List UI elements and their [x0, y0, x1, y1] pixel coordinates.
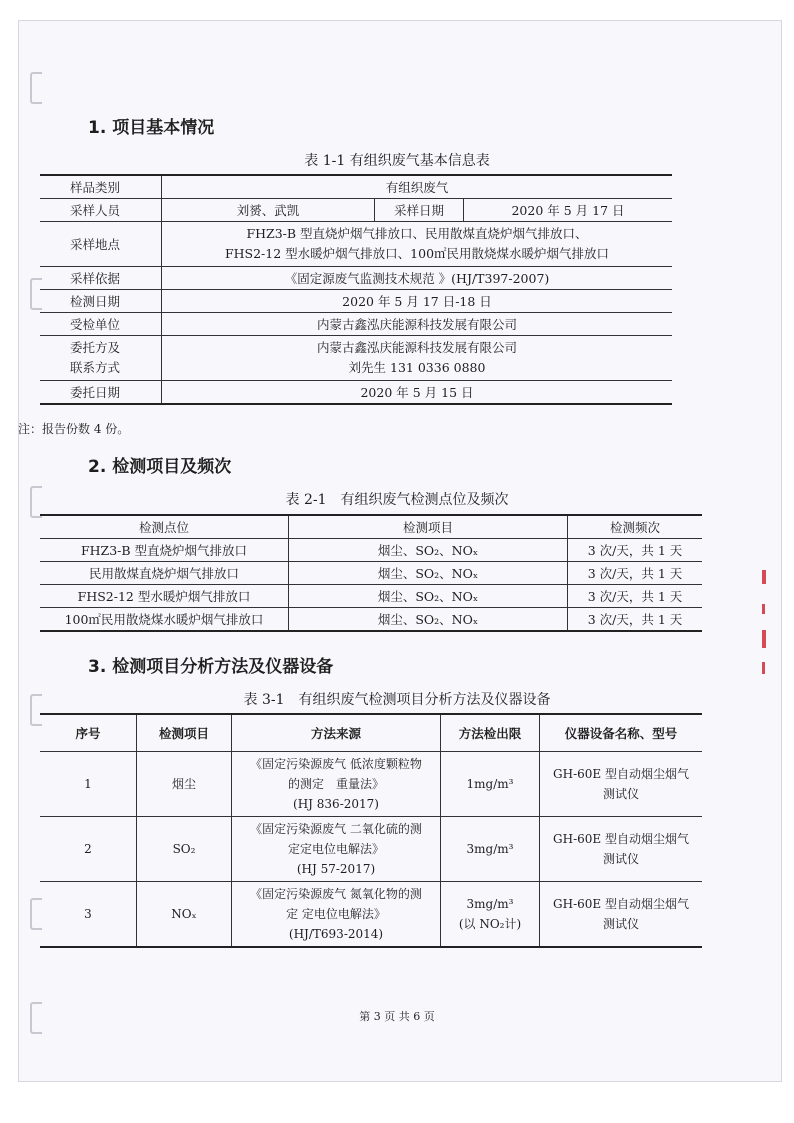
row-label: 采样地点 [40, 222, 162, 267]
table-row [40, 381, 672, 405]
table-row [40, 313, 672, 336]
method-line: 定定电位电解法》 [287, 842, 384, 856]
client-value [162, 336, 673, 381]
cell-frequency: 3 次/天，共 1 天 [568, 539, 703, 562]
cell-method [232, 882, 441, 948]
row-label: 样品类别 [40, 175, 162, 199]
sampling-date-value: 2020 年 5 月 17 日 [464, 199, 673, 222]
instrument-line: GH-60E 型自动烟尘烟气 [553, 832, 689, 846]
limit-value: 3mg/m³ [466, 897, 514, 911]
cell-items: 烟尘、SO₂、NOₓ [289, 608, 568, 632]
table-row [40, 336, 672, 381]
limit-note: (以 NO₂计) [458, 917, 522, 931]
instrument-line: GH-60E 型自动烟尘烟气 [553, 767, 689, 781]
section-title-3: 3. 检测项目分析方法及仪器设备 [88, 657, 334, 677]
table-header-row [40, 515, 702, 539]
instrument-line: 测试仪 [602, 852, 639, 866]
location-line: FHS2-12 型水暖炉烟气排放口、100㎡民用散烧煤水暖炉烟气排放口 [224, 246, 610, 261]
table2-caption: 表 2-1 有组织废气检测点位及频次 [285, 492, 509, 508]
location-value [162, 222, 673, 267]
cell-limit [441, 752, 540, 817]
cell-items: 烟尘、SO₂、NOₓ [289, 562, 568, 585]
test-points-table [40, 514, 702, 632]
method-line: 《固定污染源废气 氮氧化物的测 [250, 887, 422, 901]
table-row [40, 267, 672, 290]
inspected-unit-value: 内蒙古鑫泓庆能源科技发展有限公司 [162, 313, 673, 336]
instrument-line: GH-60E 型自动烟尘烟气 [553, 897, 689, 911]
table-row [40, 752, 702, 817]
table-row [40, 222, 672, 267]
table-row [40, 882, 702, 948]
label-line: 委托方及 [70, 340, 121, 355]
cell-frequency: 3 次/天，共 1 天 [568, 585, 703, 608]
location-line: FHZ3-B 型直烧炉烟气排放口、民用散煤直烧炉烟气排放口、 [246, 226, 588, 241]
cell-point: FHS2-12 型水暖炉烟气排放口 [40, 585, 289, 608]
cell-item: SO₂ [137, 817, 232, 882]
cell-no: 3 [40, 882, 137, 948]
entrust-date-value: 2020 年 5 月 15 日 [162, 381, 673, 405]
table1-caption: 表 1-1 有组织废气基本信息表 [304, 153, 490, 169]
method-standard: (HJ 57-2017) [296, 862, 376, 876]
cell-items: 烟尘、SO₂、NOₓ [289, 585, 568, 608]
cell-method [232, 817, 441, 882]
cell-limit [441, 882, 540, 948]
column-header: 方法来源 [232, 714, 441, 752]
method-line: 《固定污染源废气 二氧化硫的测 [250, 822, 422, 836]
sample-type-value: 有组织废气 [162, 175, 673, 199]
row-label: 委托日期 [40, 381, 162, 405]
cell-limit [441, 817, 540, 882]
instrument-line: 测试仪 [602, 787, 639, 801]
page-number: 第 3 页 共 6 页 [359, 1010, 435, 1023]
test-date-value: 2020 年 5 月 17 日-18 日 [162, 290, 673, 313]
row-label: 受检单位 [40, 313, 162, 336]
column-header: 方法检出限 [441, 714, 540, 752]
basic-info-table [40, 174, 672, 405]
cell-method [232, 752, 441, 817]
method-line: 《固定污染源废气 低浓度颗粒物 [250, 757, 422, 771]
column-header: 检测项目 [289, 515, 568, 539]
column-header: 检测项目 [137, 714, 232, 752]
method-line: 定 定电位电解法》 [286, 907, 386, 921]
cell-items: 烟尘、SO₂、NOₓ [289, 539, 568, 562]
method-standard: (HJ/T693-2014) [288, 927, 384, 941]
limit-value: 3mg/m³ [466, 842, 514, 856]
report-copies-note: 注：报告份数 4 份。 [18, 422, 130, 436]
basis-value: 《固定源废气监测技术规范 》(HJ/T397-2007) [162, 267, 673, 290]
cell-instrument [540, 752, 703, 817]
cell-item: 烟尘 [137, 752, 232, 817]
cell-point: FHZ3-B 型直烧炉烟气排放口 [40, 539, 289, 562]
cell-no: 2 [40, 817, 137, 882]
row-label: 检测日期 [40, 290, 162, 313]
table-row [40, 608, 702, 632]
row-label: 采样日期 [375, 199, 464, 222]
cell-no: 1 [40, 752, 137, 817]
methods-table [40, 713, 702, 948]
column-header: 仪器设备名称、型号 [540, 714, 703, 752]
seal-edge-mark [762, 570, 772, 690]
row-label: 采样依据 [40, 267, 162, 290]
column-header: 检测频次 [568, 515, 703, 539]
client-contact: 刘先生 131 0336 0880 [348, 360, 486, 375]
cell-instrument [540, 882, 703, 948]
samplers-value: 刘赟、武凯 [162, 199, 375, 222]
column-header: 检测点位 [40, 515, 289, 539]
table-row [40, 199, 672, 222]
table-row [40, 175, 672, 199]
table3-caption: 表 3-1 有组织废气检测项目分析方法及仪器设备 [243, 692, 551, 708]
label-line: 联系方式 [70, 360, 121, 375]
section-title-2: 2. 检测项目及频次 [88, 457, 232, 477]
table-row [40, 539, 702, 562]
table-row [40, 290, 672, 313]
column-header: 序号 [40, 714, 137, 752]
method-standard: (HJ 836-2017) [293, 797, 379, 811]
limit-value: 1mg/m³ [466, 777, 514, 791]
binder-hole [30, 72, 42, 104]
table-row [40, 817, 702, 882]
section-title-1: 1. 项目基本情况 [88, 118, 215, 138]
row-label [40, 336, 162, 381]
cell-frequency: 3 次/天，共 1 天 [568, 562, 703, 585]
instrument-line: 测试仪 [602, 917, 639, 931]
cell-point: 民用散煤直烧炉烟气排放口 [40, 562, 289, 585]
cell-frequency: 3 次/天，共 1 天 [568, 608, 703, 632]
cell-item: NOₓ [137, 882, 232, 948]
cell-point: 100㎡民用散烧煤水暖炉烟气排放口 [40, 608, 289, 632]
cell-instrument [540, 817, 703, 882]
table-row [40, 562, 702, 585]
row-label: 采样人员 [40, 199, 162, 222]
table-header-row [40, 714, 702, 752]
client-name: 内蒙古鑫泓庆能源科技发展有限公司 [316, 340, 517, 355]
method-line: 的测定 重量法》 [287, 777, 384, 791]
table-row [40, 585, 702, 608]
